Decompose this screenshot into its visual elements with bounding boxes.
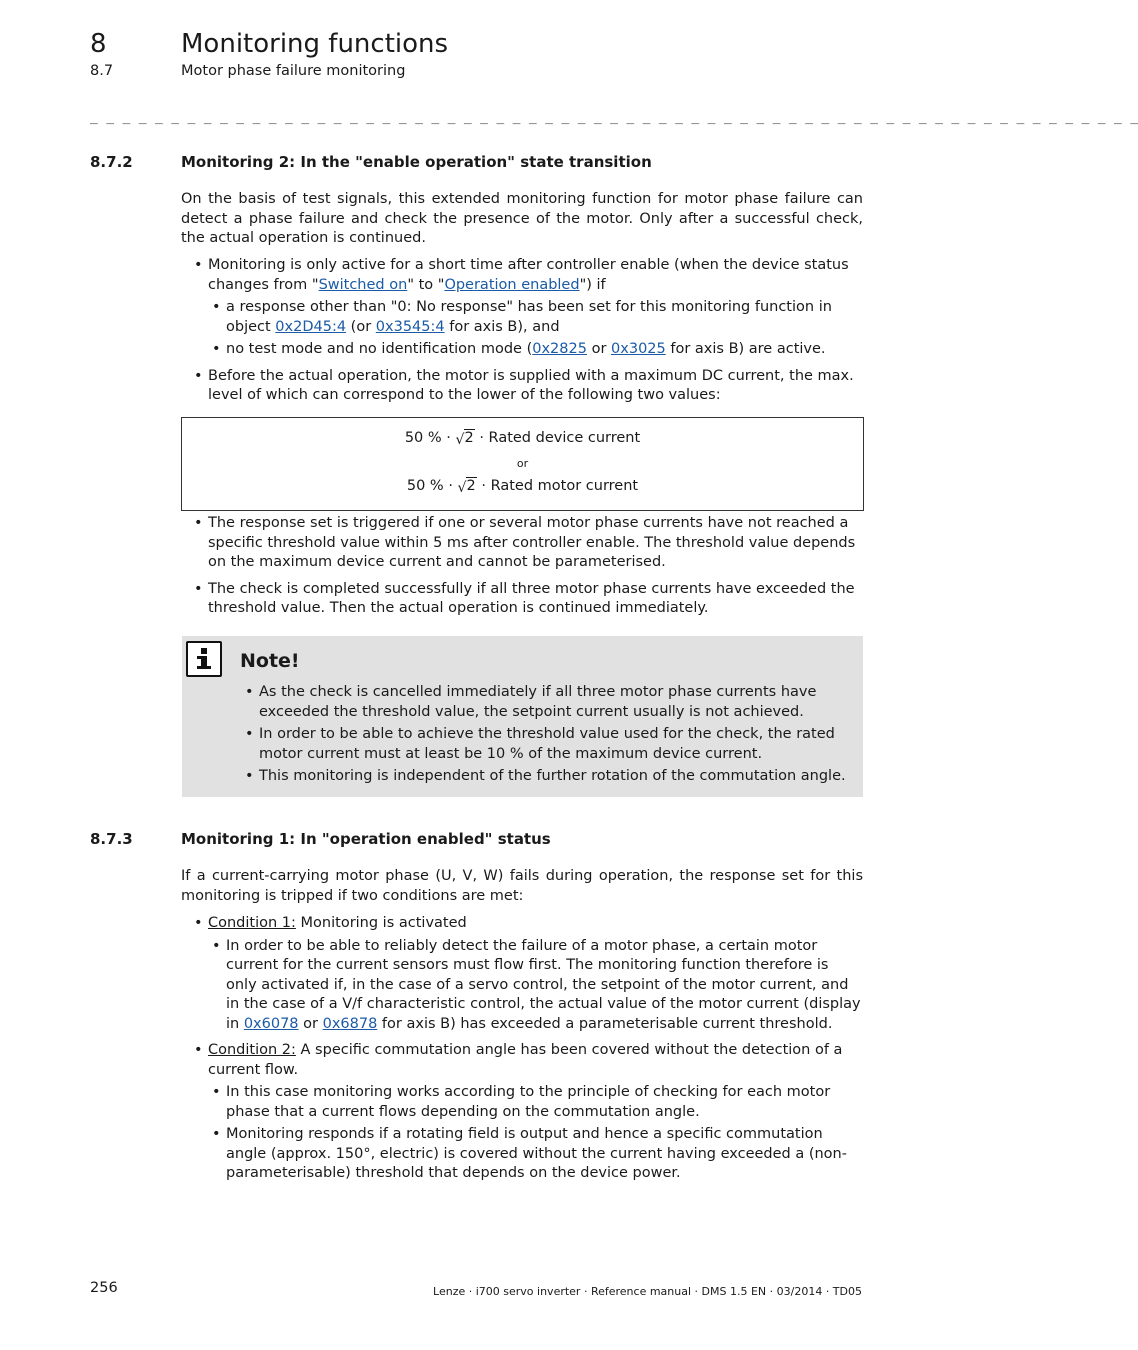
sqrt-symbol: √ 2 <box>455 430 474 448</box>
link-0x3025[interactable]: 0x3025 <box>611 341 666 357</box>
list-item: • a response other than "0: No response" has been set for this monitoring function in object 0x2D45:4 (or 0x3545:4 for axis B), and <box>208 298 863 337</box>
formula-or: or <box>516 457 529 470</box>
subsection-873-number: 8.7.3 <box>90 830 133 848</box>
list-item: • As the check is cancelled immediately if all three motor phase currents have exceeded the threshold value, the setpoint current usually is not achieved. <box>242 683 847 722</box>
list-item: • In this case monitoring works according to the principle of checking for each motor phase that a current flows depending on the commutation angle. <box>208 1083 863 1122</box>
note-list <box>242 683 847 790</box>
list-item: • Monitoring is only active for a short time after controller enable (when the device status changes from "Switched on" to "Operation enabled") if • a response other than "0: No response" has been set for this monitoring function in object 0x2D45:4 (or 0x3545:4 for axis B), and • no test mode and no identification mode (0x2825 or 0x3025 for axis B) are active. <box>181 256 863 360</box>
section-number: 8.7 <box>90 63 114 79</box>
condition-1-label: Condition 1: <box>208 915 296 931</box>
subsection-872-list-b <box>181 514 863 619</box>
list-item: • In order to be able to reliably detect the failure of a motor phase, a certain motor current for the current sensors must flow first. The monitoring function therefore is only activated if, in the case of a servo control, the setpoint of the motor current, and in the case of a V/f characteristic control, the actual value of the motor current (display in 0x6078 or 0x6878 for axis B) has exceeded a parameterisable current threshold. <box>208 937 863 1035</box>
chapter-title: Monitoring functions <box>181 29 449 59</box>
page-number: 256 <box>90 1280 118 1296</box>
list-item: • no test mode and no identification mode (0x2825 or 0x3025 for axis B) are active. <box>208 340 863 360</box>
formula-box <box>181 417 864 511</box>
note-title: Note! <box>240 650 300 672</box>
note-box <box>182 636 863 797</box>
list-item: • Condition 1: Monitoring is activated • In order to be able to reliably detect the failure of a motor phase, a certain motor current for the current sensors must flow first. The monitoring function therefore is only activated if, in the case of a servo control, the setpoint of the motor current, and in the case of a V/f characteristic control, the actual value of the motor current (display in 0x6078 or 0x6878 for axis B) has exceeded a parameterisable current threshold. <box>181 914 863 1034</box>
link-0x6878[interactable]: 0x6878 <box>322 1015 378 1032</box>
list-item: • This monitoring is independent of the further rotation of the commutation angle. <box>242 767 847 787</box>
list-item: • In order to be able to achieve the threshold value used for the check, the rated motor current must at least be 10 % of the maximum device current. <box>242 725 847 764</box>
chapter-number: 8 <box>90 29 107 59</box>
info-icon <box>186 641 222 677</box>
formula-line-motor: 50 % · √ 2 · Rated motor current <box>406 478 639 496</box>
list-item: • The check is completed successfully if all three motor phase currents have exceeded the threshold value. Then the actual operation is continued immediately. <box>181 580 863 619</box>
list-item: • Condition 2: A specific commutation angle has been covered without the detection of a current flow. • In this case monitoring works according to the principle of checking for each motor phase that a current flows depending on the commutation angle. • Monitoring responds if a rotating field is output and hence a specific commutation angle (approx. 150°, electric) is covered without the current having exceeded a (non-parameterisable) threshold that depends on the device power. <box>181 1041 863 1184</box>
section-title: Motor phase failure monitoring <box>181 63 406 79</box>
condition-2-label: Condition 2: <box>208 1042 296 1058</box>
link-0x2825[interactable]: 0x2825 <box>532 341 587 357</box>
link-0x2D45-4[interactable]: 0x2D45:4 <box>275 318 347 335</box>
subsection-872-intro: On the basis of test signals, this extended monitoring function for motor phase failure can detect a phase failure and check the presence of the motor. Only after a successful check, the actual operation is continued. <box>181 191 863 246</box>
link-switched-on[interactable]: Switched on <box>318 276 408 293</box>
subsection-873-intro: If a current-carrying motor phase (U, V, W) fails during operation, the response set for this monitoring is tripped if two conditions are met: <box>181 868 863 904</box>
list-item: • Before the actual operation, the motor is supplied with a maximum DC current, the max. level of which can correspond to the lower of the following two values: <box>181 367 863 406</box>
header-divider: _ _ _ _ _ _ _ _ _ _ _ _ _ _ _ _ _ _ _ _ _ _ _ _ _ _ _ _ _ _ _ _ _ _ _ _ _ _ _ _ _ _ _ _ _ _ _ _ _ _ _ _ _ _ _ _ _ _ _ _ _ _ _ _ _ <box>90 110 1138 125</box>
footer-reference: Lenze · i700 servo inverter · Reference manual · DMS 1.5 EN · 03/2014 · TD05 <box>433 1285 862 1298</box>
link-0x3545-4[interactable]: 0x3545:4 <box>375 318 445 335</box>
link-0x6078[interactable]: 0x6078 <box>243 1015 299 1032</box>
subsection-873-title: Monitoring 1: In "operation enabled" status <box>181 830 551 848</box>
list-item: • The response set is triggered if one or several motor phase currents have not reached a specific threshold value within 5 ms after controller enable. The threshold value depends on the maximum device current and cannot be parameterised. <box>181 514 863 573</box>
subsection-873-list <box>181 914 863 1187</box>
subsection-872-number: 8.7.2 <box>90 153 133 171</box>
link-operation-enabled[interactable]: Operation enabled <box>444 276 580 293</box>
list-item: • Monitoring responds if a rotating field is output and hence a specific commutation angle (approx. 150°, electric) is covered without the current having exceeded a (non-parameterisable) threshold that depends on the device power. <box>208 1125 863 1184</box>
formula-line-device: 50 % · √ 2 · Rated device current <box>404 430 641 448</box>
sqrt-symbol: √ 2 <box>457 478 476 496</box>
subsection-872-title: Monitoring 2: In the "enable operation" state transition <box>181 153 652 171</box>
subsection-872-list-a <box>181 256 863 406</box>
